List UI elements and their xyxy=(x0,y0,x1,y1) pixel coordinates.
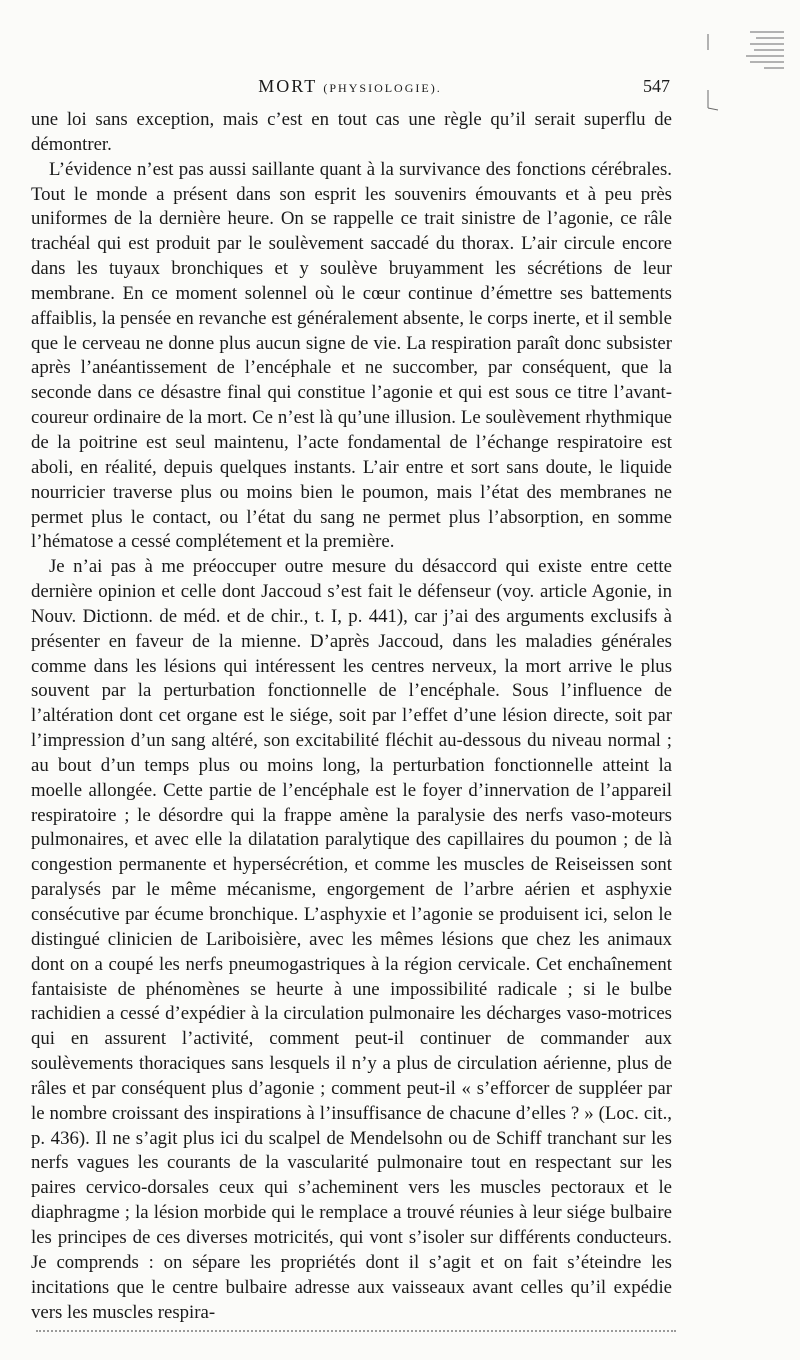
body-text xyxy=(31,108,672,1325)
running-title-main: MORT xyxy=(258,76,317,96)
footer-dotted-rule xyxy=(36,1330,676,1332)
paragraph-jaccoud-opinion: Je n’ai pas à me préoccuper outre mesure du désaccord qui existe entre cette dernière opinion et celle dont Jaccoud s’est fait le défenseur (voy. article Agonie, in Nouv. Dictionn. de méd. et de chir., t. I, p. 441), car j’ai des arguments exclusifs à présenter en faveur de la mienne. D’après Jaccoud, dans les maladies générales comme dans les lésions qui intéressent les centres nerveux, la mort arrive le plus souvent par la perturbation fonctionnelle de l’encéphale. Sous l’influence de l’altération dont cet organe est le siége, soit par l’effet d’une lésion directe, soit par l’impression d’un sang altéré, son excitabilité fléchit au-dessous du niveau normal ; au bout d’un temps plus ou moins long, la perturbation fonctionnelle atteint la moelle allongée. Cette partie de l’encéphale est le foyer d’innervation de l’appareil respiratoire ; le désordre qui la frappe amène la paralysie des nerfs vaso-moteurs pulmonaires, et avec elle la dilatation paralytique des capillaires du poumon ; de là congestion permanente et hypersécrétion, et comme les muscles de Reiseissen sont paralysés par le même mécanisme, engorgement de l’arbre aérien et asphyxie consécutive par écume bronchique. L’asphyxie et l’agonie se produisent ici, selon le distingué clinicien de Lariboisière, avec les mêmes lésions que chez les animaux dont on a coupé les nerfs pneumogastriques à la région cervicale. Cet enchaînement fantaisiste de phénomènes se heurte à une impossibilité radicale ; si le bulbe rachidien a cessé d’expédier à la circulation pulmonaire les décharges vaso-motrices qui en assurent l’activité, comment peut-il continuer de commander aux soulèvements thoraciques sans lesquels il n’y a plus de circulation aérienne, plus de râles et par conséquent plus d’agonie ; comment peut-il « s’efforcer de suppléer par le nombre croissant des inspirations à l’insuffisance de chacune d’elles ? » (Loc. cit., p. 436). Il ne s’agit plus ici du scalpel de Mendelsohn ou de Schiff tranchant sur les nerfs vagues les courants de la vascularité pulmonaire tout en respectant sur les paires cervico-dorsales ceux qui s’acheminent vers les muscles pectoraux et le diaphragme ; la lésion morbide qui le remplace a trouvé réunies à leur siége bulbaire les principes de ces diverses motricités, qui vont s’isoler sur différents conducteurs. Je comprends : on sépare les propriétés dont il s’agit et on fait s’éteindre les incitations que le centre bulbaire adresse aux vaisseaux avant celles qu’il expédie vers les muscles respira- xyxy=(31,556,672,1323)
page-number: 547 xyxy=(643,76,670,96)
page-header xyxy=(30,76,670,102)
paragraph-continued: une loi sans exception, mais c’est en tout cas une règle qu’il serait superflu de démontrer. xyxy=(31,109,672,155)
running-title-sub: (PHYSIOLOGIE). xyxy=(323,81,442,95)
running-title xyxy=(30,76,670,97)
margin-scan-marks xyxy=(706,28,786,138)
paragraph-cerebral-functions: L’évidence n’est pas aussi saillante quant à la survivance des fonctions cérébrales. Tout le monde a présent dans son esprit les souvenirs émouvants et à peu près uniformes de la dernière heure. On se rappelle ce trait sinistre de l’agonie, ce râle trachéal qui est produit par le soulèvement saccadé du thorax. L’air circule encore dans les tuyaux bronchiques et y soulève bruyamment les sécrétions de leur membrane. En ce moment solennel où le cœur continue d’émettre ses battements affaiblis, la pensée en revanche est généralement absente, le corps inerte, et il semble que le cerveau ne donne plus aucun signe de vie. La respiration paraît donc subsister après l’anéantissement de l’encéphale et ne succomber, par conséquent, que la seconde dans ce désastre final qui constitue l’agonie et qui est sous ce titre l’avant-coureur ordinaire de la mort. Ce n’est là qu’une illusion. Le soulèvement rhythmique de la poitrine est seul maintenu, l’acte fondamental de l’échange respiratoire est aboli, en réalité, depuis quelques instants. L’air entre et sort sans doute, le liquide nourricier traverse plus ou moins bien le poumon, mais l’état des membranes ne permet plus le contact, ou l’état du sang ne permet plus l’absorption, en somme l’hématose a cessé complétement et la première. xyxy=(31,158,672,553)
